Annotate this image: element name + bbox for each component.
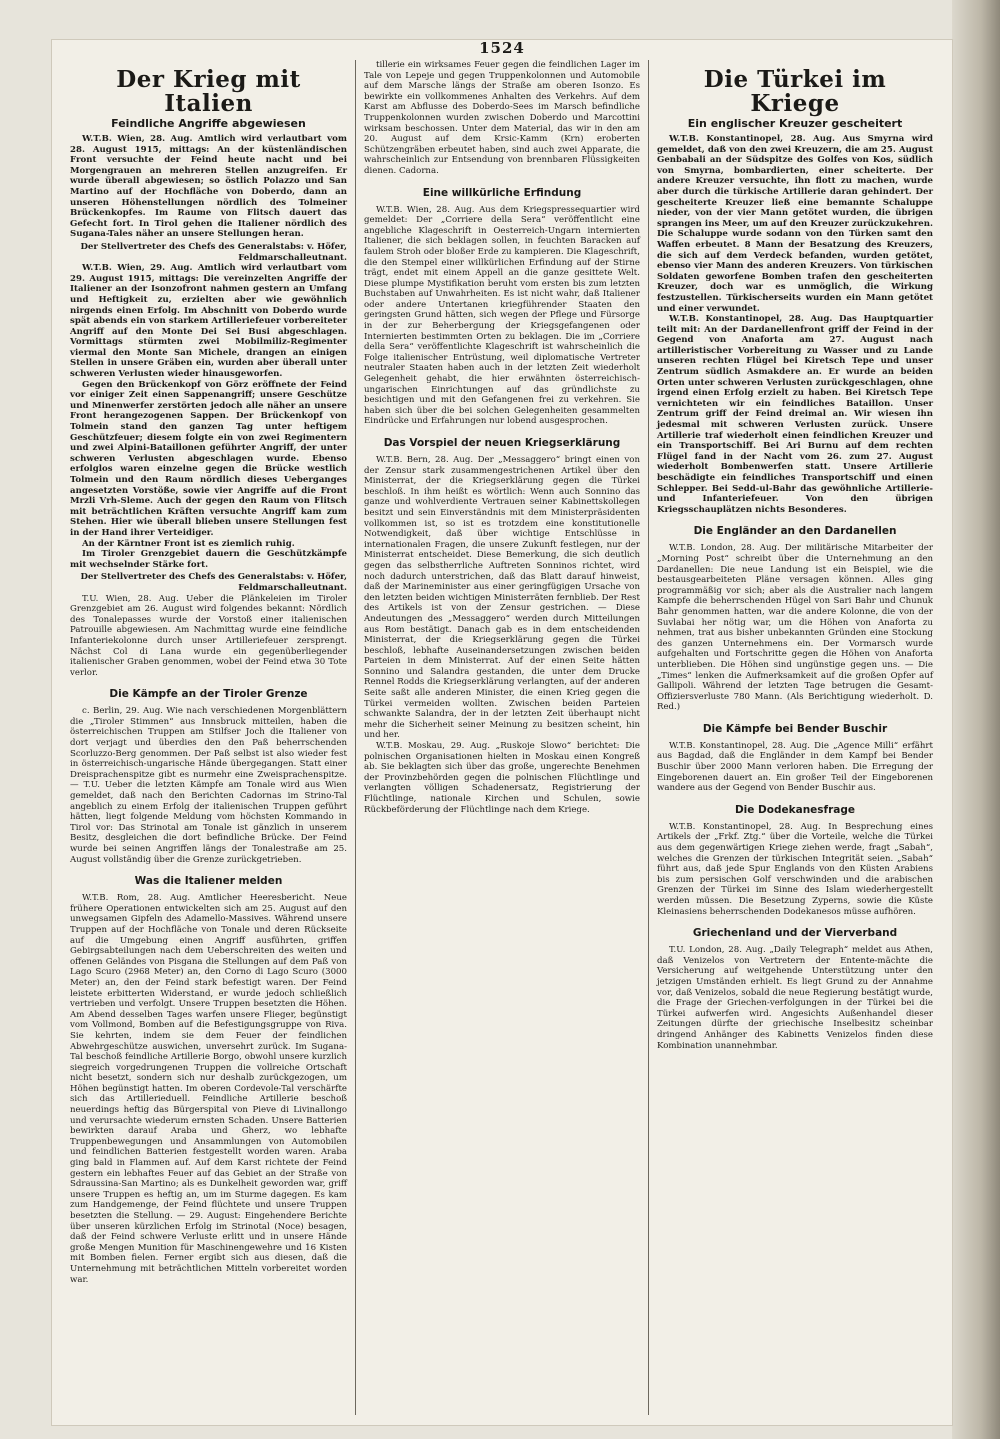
- article-paragraph: W.T.B. Konstantinopel, 28. Aug. Die „Agence Milli“ erfährt aus Bagdad, daß die Engländer in dem Kampf bei Bender Buschir über 2000 Mann verloren haben. Die Erregung der Eingeborenen dauert an. Ein großer Teil der Eingeborenen wandere aus der Gegend von Bender Buschir aus.: [657, 740, 933, 794]
- article: [364, 187, 640, 427]
- article-paragraph: Im Tiroler Grenzgebiet dauern die Geschützkämpfe mit wechselnder Stärke fort.: [70, 549, 347, 570]
- page-edge-shadow: [952, 0, 1000, 1439]
- article-paragraph: W.T.B. Konstantinopel, 28. Aug. In Besprechung eines Artikels der „Frkf. Ztg.“ über die Vorteile, welche die Türkei aus dem gegenwärtigen Kriege ziehen werde, fragt „Sabah“, welches die Grenzen der türkischen Integrität seien. „Sabah“ führt aus, daß jede Spur Englands von den Küsten Arabiens bis zum persischen Golf verschwinden und die arabischen Grenzen der Türkei im Sinne des Islam wiederhergestellt werden müssen. Die Besetzung Zyperns, sowie die Küste Kleinasiens beherrschenden Dodekanesos müsse aufhören.: [657, 821, 933, 917]
- article-paragraph: tillerie ein wirksames Feuer gegen die feindlichen Lager im Tale von Lepeje und gegen Truppenkolonnen und Automobile auf dem Marsche längs der Straße am oberen Isonzo. Es bewirkte ein vollkommenes Anhalten des Verkehrs. Auf dem Karst am Abflusse des Doberdo-Sees im Marsch befindliche Truppenkolonnen wurden zwischen Doberdo und Marcottini wirksam beschossen. Unter dem Material, das wir in den am 20. August auf dem Krsic-Kamm (Krn) eroberten Schützengräben erbeutet haben, sind auch zwei Apparate, die wahrscheinlich zur Entsendung von brennbaren Flüssigkeiten dienen. Cadorna.: [364, 60, 640, 176]
- column-right: [648, 60, 941, 1415]
- article-paragraph: W.T.B. Rom, 28. Aug. Amtlicher Heeresbericht. Neue frühere Operationen entwickelten sich am 25. August auf den unwegsamen Gipfeln des Adamello-Massives. Während unsere Truppen auf der Hochfläche von Tonale und deren Rückseite auf die Umgebung einen Angriff ausführten, griffen Gebirgsabteilungen nach dem Ueberschreiten des weiten und offenen Geländes von Pisgana die Stellungen auf dem Paß von Lago Scuro (2968 Meter) an, den Corno di Lago Scuro (3000 Meter) an, den der Feind stark befestigt waren. Der Feind leistete erbitterten Widerstand, er wurde jedoch schließlich vertrieben und verfolgt. Unsere Truppen besetzten die Höhen. Am Abend desselben Tages warfen unsere Flieger, begünstigt vom Vollmond, Bomben auf die Befestigungsgruppe von Riva. Sie kehrten, indem sie dem Feuer der feindlichen Abwehrgeschütze auswichen, unversehrt zurück. Im Sugana-Tal beschoß feindliche Artillerie Borgo, obwohl unsere kurzlich siegreich vorgedrungenen Truppen die vollreiche Ortschaft nicht besetzt, sondern sich nur deshalb zurückgezogen, um Höhen begünstigt hatten. Im oberen Cordevole-Tal verschärfte sich das Artillerieduell. Feindliche Artillerie beschoß neuerdings heftig das Bürgerspital von Pieve di Livinallongo und verursachte wiederum ernsten Schaden. Unsere Batterien bewirkten darauf Araba und Gherz, wo lebhafte Truppenbewegungen und Ansammlungen von Automobilen und feindlichen Batterien festgestellt worden waren. Araba ging bald in Flammen auf. Auf dem Karst richtete der Feind gestern ein lebhaftes Feuer auf das Gebiet an der Straße von Sdraussina-San Martino; als es Dunkelheit geworden war, griff unsere Truppen es heftig an, um im Sturme dagegen. Es kam zum Handgemenge, der Feind flüchtete und unsere Truppen besetzten die Stellung. — 29. August: Eingehendere Berichte über unseren kürzlichen Erfolg im Strinotal (Noce) besagen, daß der Feind schwere Verluste erlitt und in unsere Hände große Mengen Munition für Maschinengewehre und 16 Kisten mit Bomben fielen. Ferner ergibt sich aus diesen, daß die Unternehmung mit beträchtlichen Mitteln vorbereitet worden war.: [70, 893, 347, 1285]
- article-paragraph: T.U. London, 28. Aug. „Daily Telegraph“ meldet aus Athen, daß Venizelos von Vertretern der Entente-mächte die Versicherung auf weitgehende Unterstützung unter den jetzigen Umständen erhielt. Es liegt Grund zu der Annahme vor, daß Venizelos, sobald die neue Regierung bestätigt wurde, die Frage der Griechen-verfolgungen in der Türkei bei die Türkei aufwerfen wird. Angesichts Außenhandel dieser Zeitungen dürfte der griechische Inselbesitz scheinbar dringend Anhänger des Kabinetts Venizelos finden diese Kombination unannehmbar.: [657, 945, 933, 1051]
- article-headline: Die Türkei im Kriege: [703, 66, 887, 117]
- article: [657, 723, 933, 794]
- page-number: 1524: [479, 39, 525, 57]
- signature-line: Der Stellvertreter des Chefs des Generalstabs: v. Höfer, Feldmarschalleutnant.: [80, 572, 347, 593]
- article-paragraph: W.T.B. Wien, 28. Aug. Amtlich wird verlautbart vom 28. August 1915, mittags: An der küstenländischen Front versuchte der Feind heute nacht und bei Morgengrauen an mehreren Stellen anzugreifen. Er wurde überall abgewiesen; so östlich Polazzo und San Martino auf der Hochfläche von Doberdo, dann an unseren Höhenstellungen nördlich des Tolmeiner Brückenkopfes. Im Raume von Flitsch dauert das Gefecht fort. In Tirol gehen die Italiener nördlich des Sugana-Tales näher an unsere Stellungen heran.: [70, 134, 347, 240]
- article: [657, 804, 933, 917]
- article-headline: Eine willkürliche Erfindung: [422, 186, 582, 199]
- article-subheadline: Feindliche Angriffe abgewiesen: [111, 117, 306, 130]
- article-headline: Was die Italiener melden: [134, 875, 283, 888]
- article-headline: Das Vorspiel der neuen Kriegserklärung: [383, 437, 621, 449]
- signature-line: Der Stellvertreter des Chefs des Generalstabs: v. Höfer, Feldmarschalleutnant.: [80, 241, 347, 263]
- article-paragraph: W.T.B. Konstantinopel, 28. Aug. Das Hauptquartier teilt mit: An der Dardanellenfront griff der Feind in der Gegend von Anaforta am 27. August nach artilleristischer Vorbereitung zu Wasser und zu Lande unseren rechten Flügel bei Kiretsch Tepe und unser Zentrum südlich Asmakdere an. Er wurde an beiden Orten unter schweren Verlusten zurückgeschlagen, ohne irgend einen Erfolg erzielt zu haben. Bei Kiretsch Tepe vernichteten wir ein feindliches Bataillon. Unser Zentrum griff der Feind dreimal an. Wir wiesen ihn jedesmal mit schweren Verlusten zurück. Unsere Artillerie traf wiederholt einen feindlichen Kreuzer und ein Transportschiff. Bei Ari Burnu auf dem rechten Flügel fand in der Nacht vom 26. zum 27. August wiederholt Bombenwerfen statt. Unsere Artillerie beschädigte ein feindliches Transportschiff und einen Schlepper. Bei Sedd-ul-Bahr das gewöhnliche Artillerie- und Infanteriefeuer. Von den übrigen Kriegsschauplätzen nichts Besonderes.: [657, 314, 933, 515]
- article-paragraph: W.T.B. Wien, 28. Aug. Aus dem Kriegspressequartier wird gemeldet: Der „Corriere della Sera“ veröffentlicht eine angebliche Klageschrift in Oesterreich-Ungarn internierten Italiener, die sich beklagen sollen, in feuchten Baracken auf faulem Stroh oder bloßer Erde zu kampieren. Die Klageschrift, die den Stempel einer willkürlichen Erfindung auf der Stirne trägt, endet mit einem Appell an die ganze gesittete Welt. Diese plumpe Mystifikation beruht vom ersten bis zum letzten Buchstaben auf Unwahrheiten. Es ist nicht wahr, daß Italiener oder andere Untertanen kriegführender Staaten den geringsten Grund hätten, sich wegen der Pflege und Fürsorge in der zur Beherbergung der Kriegsgefangenen oder Internierten bestimmten Orten zu beklagen. Die im „Corriere della Sera“ veröffentlichte Klageschrift ist wahrscheinlich die Folge italienischer Entrüstung, weil diplomatische Vertreter neutraler Staaten haben auch in der letzten Zeit wiederholt Gelegenheit gehabt, die hier erwähnten österreichisch-ungarischen Einrichtungen auf das gründlichste zu besichtigen und mit den Gefangenen frei zu verkehren. Sie haben sich über die bei solchen Gelegenheiten gesammelten Eindrücke und Erfahrungen nur lobend ausgesprochen.: [364, 204, 640, 427]
- column-left: [62, 60, 355, 1415]
- article: [657, 927, 933, 1051]
- article-paragraph: W.T.B. Wien, 29. Aug. Amtlich wird verlautbart vom 29. August 1915, mittags: Die vereinzelten Angriffe der Italiener an der Isonzofront nahmen gestern an Umfang und Heftigkeit zu, erzielten aber wie gewöhnlich nirgends einen Erfolg. Im Abschnitt von Doberdo wurde spät abends ein von starkem Artilleriefeuer vorbereiteter Angriff auf den Monte Dei Sei Busi abgeschlagen. Vormittags stürmten zwei Mobilmiliz-Regimenter viermal den Monte San Michele, drangen an einigen Stellen in unsere Gräben ein, wurden aber überall unter schweren Verlusten wieder hinausgeworfen.: [70, 263, 347, 380]
- article: [657, 68, 933, 515]
- article-headline: Die Dodekanesfrage: [734, 803, 856, 816]
- article-paragraph: W.T.B. London, 28. Aug. Der militärische Mitarbeiter der „Morning Post“ schreibt über die Unternehmung an den Dardanellen: Die neue Landung ist ein Beispiel, wie die bestausgearbeiteten Pläne versagen können. Alles ging programmäßig vor sich; aber als die Australier nach langem Kampfe die beherrschenden Hügel von Sari Bahr und Chunuk Bahr genommen hatten, war die andere Kolonne, die von der Suvlabai her nötig war, um die Höhen von Anaforta zu nehmen, trat aus bisher unbekannten Gründen eine Stockung des ganzen Unternehmens ein. Der Vormarsch wurde aufgehalten und Fortschritte gegen die Höhen von Anaforta unterblieben. Die Höhen sind ungünstige gegen uns. — Die „Times“ lenken die Aufmerksamkeit auf die großen Opfer auf Gallipoli. Während der letzten Tage betrugen die Gesamt-Offiziersverluste 780 Mann. (Als Berichtigung wiederholt. D. Red.): [657, 543, 933, 713]
- article-headline: Der Krieg mit Italien: [116, 66, 301, 117]
- article: [70, 688, 347, 865]
- article-headline: Die Kämpfe bei Bender Buschir: [702, 722, 888, 735]
- column-middle: [355, 60, 648, 1415]
- article-paragraph: W.T.B. Konstantinopel, 28. Aug. Aus Smyrna wird gemeldet, daß von den zwei Kreuzern, die am 25. August Genbabali an der Südspitze des Golfes von Kos, südlich von Smyrna, bombardierten, einer scheiterte. Der andere Kreuzer versuchte, ihn flott zu machen, wurde aber durch die türkische Artillerie daran gehindert. Der gescheiterte Kreuzer ließ eine bemannte Schaluppe nieder, von der vier Mann getötet wurden, die übrigen sprangen ins Meer, um auf den Kreuzer zurückzukehren. Die Schaluppe wurde sodann von den Türken samt den Waffen erbeutet. 8 Mann der Besatzung des Kreuzers, die sich auf dem Verdeck befanden, wurden getötet, ebenso vier Mann des anderen Kreuzers. Von türkischen Soldaten geworfene Bomben trafen den gescheiterten Kreuzer, doch war es unmöglich, die Wirkung festzustellen. Türkischerseits wurden ein Mann getötet und einer verwundet.: [657, 134, 933, 314]
- article-paragraph: An der Kärntner Front ist es ziemlich ruhig.: [82, 538, 295, 549]
- newspaper-page: [52, 40, 952, 1425]
- article-headline: Die Kämpfe an der Tiroler Grenze: [109, 688, 308, 701]
- article-paragraph: W.T.B. Bern, 28. Aug. Der „Messaggero“ bringt einen von der Zensur stark zusammengestrichenen Artikel über den Ministerrat, der die Kriegserklärung gegen die Türkei beschloß. In ihm heißt es wörtlich: Wenn auch Sonnino das ganze und wohlverdiente Vertrauen seiner Kabinettskollegen besitzt und sein Einverständnis mit dem Ministerpräsidenten vollkommen ist, so ist es trotzdem eine konstitutionelle Notwendigkeit, daß über wichtige Entschlüsse in internationalen Fragen, die unsere Zukunft festlegen, nur der Ministerrat entscheidet. Diese Bemerkung, die sich deutlich gegen das selbstherrliche Auftreten Sonninos richtet, wird noch dadurch unterstrichen, daß das Blatt darauf hinweist, daß der Marineminister aus einer geringfügigen Ursache von den letzten beiden wichtigen Ministerräten fernblieb. Der Rest des Artikels ist von der Zensur gestrichen. — Diese Andeutungen des „Messaggero“ werden durch Mitteilungen aus Rom bestätigt. Danach gab es in dem entscheidenden Ministerrat, der die Kriegserklärung gegen die Türkei beschloß, lebhafte Auseinandersetzungen zwischen beiden Parteien in dem Ministerrat. Auf der einen Seite hätten Sonnino und Salandra gestanden, die unter dem Drucke Rennel Rodds die Kriegserklärung verlangten, auf der anderen Seite saßt alle anderen Minister, die einen Krieg gegen die Türkei vermeiden wollten. Zwischen beiden Parteien schwankte Salandra, der in der letzten Zeit überhaupt nicht mehr die Sicherheit seiner Meinung zu besitzen scheint, hin und her.: [364, 455, 640, 741]
- article: [364, 437, 640, 741]
- article-subheadline: Ein englischer Kreuzer gescheitert: [687, 117, 903, 130]
- article: [364, 741, 640, 815]
- article-paragraph: c. Berlin, 29. Aug. Wie nach verschiedenen Morgenblättern die „Tiroler Stimmen“ aus Innsbruck mitteilen, haben die österreichischen Truppen am Stilfser Joch die Italiener von dort verjagt und überdies den den Paß beherrschenden Scorluzzo-Berg genommen. Der Paß selbst ist also wieder fest in österreichisch-ungarische Hände übergegangen. Statt einer Dreisprachenspitze gibt es nurmehr eine Zweisprachenspitze. — T.U. Ueber die letzten Kämpfe am Tonale wird aus Wien gemeldet, daß nach den Berichten Cadornas im Strino-Tal angeblich zu einem Erfolg der italienischen Truppen geführt hätten, liegt folgende Meldung vom höchsten Kommando in Tirol vor: Das Strinotal am Tonale ist gänzlich in unserem Besitz, desgleichen die dort befindliche Brücke. Der Feind wurde bei seinen Angriffen längs der Tonalestraße am 25. August vollständig über die Grenze zurückgetrieben.: [70, 706, 347, 865]
- article-headline: Griechenland und der Vierverband: [692, 927, 898, 940]
- article: [657, 525, 933, 713]
- article: [70, 875, 347, 1285]
- article-paragraph: T.U. Wien, 28. Aug. Ueber die Plänkeleien im Tiroler Grenzgebiet am 26. August wird folgendes bekannt: Nördlich des Tonalepasses wurde der Vorstoß einer italienischen Patrouille abgewiesen. Am Nachmittag wurde eine feindliche Infanteriekolonne durch unser Artilleriefeuer zersprengt. Nächst Col di Lana wurde ein gegenüberliegender italienischer Graben genommen, wobei der Feind etwa 30 Tote verlor.: [70, 593, 347, 678]
- column-container: [62, 60, 942, 1415]
- article: [364, 60, 640, 177]
- article: [70, 68, 347, 678]
- article-headline: Die Engländer an den Dardanellen: [693, 525, 897, 538]
- article-paragraph: W.T.B. Moskau, 29. Aug. „Ruskoje Slowo“ berichtet: Die polnischen Organisationen hielten in Moskau einen Kongreß ab. Sie beklagten sich über das große, ungerechte Benehmen der Provinzbehörden gegen die polnischen Flüchtlinge und verlangten völligen Schadenersatz, Registrierung der Flüchtlinge, nationale Kirchen und Schulen, sowie Rückbeförderung der Flüchtlinge nach dem Kriege.: [364, 741, 640, 815]
- article-paragraph: Gegen den Brückenkopf von Görz eröffnete der Feind vor einiger Zeit einen Sappenangriff; unsere Geschütze und Minenwerfer zerstörten jedoch alle näher an unsere Front herangezogenen Sappen. Der Brückenkopf von Tolmein stand den ganzen Tag unter heftigem Geschützfeuer; diesem folgte ein von zwei Regimentern und zwei Alpini-Bataillonen geführter Angriff, der unter schweren Verlusten abgeschlagen wurde. Ebenso erfolglos waren einzelne gegen die Brücke westlich Tolmein und den Raum nördlich dieses Ueberganges angesetzten Vorstöße, sowie vier Angriffe auf die Front Mrzli Vrh-Sleme. Auch der gegen den Raum von Flitsch mit beträchtlichen Kräften versuchte Angriff kam zum Stehen. Hier wie überall blieben unsere Stellungen fest in der Hand ihrer Verteidiger.: [70, 379, 347, 538]
